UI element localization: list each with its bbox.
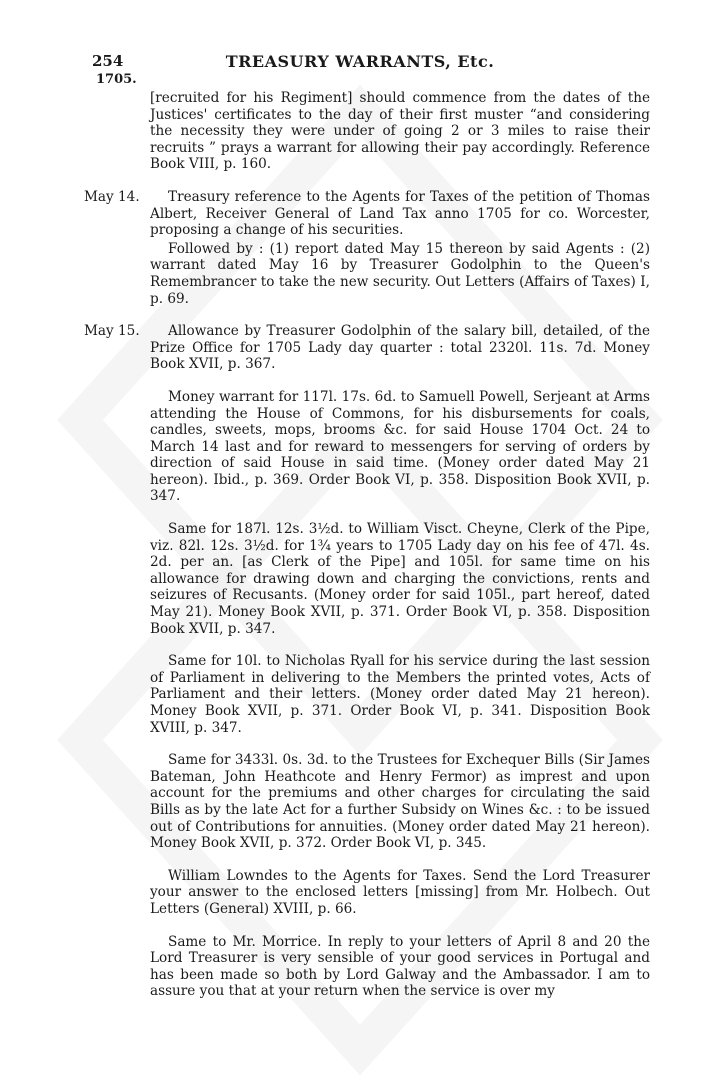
- entry-paragraph: Same for 3433l. 0s. 3d. to the Trustees for Exchequer Bills (Sir James Bateman, John Heathcote and Henry Fermor) as imprest and upon account for the premiums and other charges for circulating the said Bills as by the late Act for a further Subsidy on Wines &c. : to be issued out of Contributions for annuities. (Money order dated May 21 hereon). Money Book XVII, p. 372. Order Book VI, p. 345.: [150, 752, 650, 852]
- entry: [84, 323, 650, 373]
- entry-paragraph: Same for 10l. to Nicholas Ryall for his service during the last session of Parliament in delivering to the Members the printed votes, Acts of Parliament and their letters. (Money order dated May 21 hereon). Money Book XVII, p. 371. Order Book VI, p. 341. Disposition Book XVIII, p. 347.: [150, 653, 650, 736]
- entry: [150, 653, 650, 736]
- margin-date: May 15.: [84, 323, 140, 340]
- entry: [84, 188, 650, 307]
- entry: [150, 521, 650, 637]
- running-title: TREASURY WARRANTS, Etc.: [225, 52, 495, 71]
- entry-paragraph: Same for 187l. 12s. 3½d. to William Visct. Cheyne, Clerk of the Pipe, viz. 82l. 12s. 3½d. for 1¾ years to 1705 Lady day on his fee of 47l. 4s. 2d. per an. [as Clerk of the Pipe] and 105l. for same time on his allowance for drawing down and charging the convictions, rents and seizures of Recusants. (Money order for said 105l., part hereof, dated May 21). Money Book XVII, p. 371. Order Book VI, p. 358. Disposition Book XVII, p. 347.: [150, 521, 650, 637]
- entry-paragraph: Money warrant for 117l. 17s. 6d. to Samuell Powell, Serjeant at Arms attending the House of Commons, for his disbursements for coals, candles, sweets, mops, brooms &c. for said House 1704 Oct. 24 to March 14 last and for reward to messengers for serving of orders by direction of said House in said time. (Money order dated May 21 hereon). Ibid., p. 369. Order Book VI, p. 358. Disposition Book XVII, p. 347.: [150, 388, 650, 505]
- entry: [150, 90, 650, 173]
- entry-paragraph: Treasury reference to the Agents for Taxes of the petition of Thomas Albert, Receiver General of Land Tax anno 1705 for co. Worcester, proposing a change of his securities.: [150, 188, 650, 239]
- document-body: [84, 90, 650, 1016]
- entry: [150, 752, 650, 852]
- entry: [150, 389, 650, 505]
- entry: [150, 868, 650, 918]
- entry-paragraph: William Lowndes to the Agents for Taxes. Send the Lord Treasurer your answer to the enclosed letters [missing] from Mr. Holbech. Out Letters (General) XVIII, p. 66.: [150, 867, 650, 917]
- entry-paragraph: Allowance by Treasurer Godolphin of the salary bill, detailed, of the Prize Office for 1705 Lady day quarter : total 2320l. 11s. 7d. Money Book XVII, p. 367.: [150, 323, 650, 373]
- entry-paragraph: [recruited for his Regiment] should commence from the dates of the Justices' certificates to the day of their first muster “and considering the necessity they were under of going 2 or 3 miles to raise their recruits ” prays a warrant for allowing their pay accordingly. Reference Book VIII, p. 160.: [150, 90, 650, 173]
- entry-paragraph: Same to Mr. Morrice. In reply to your letters of April 8 and 20 the Lord Treasurer is very sensible of your good services in Portugal and has been made so both by Lord Galway and the Ambassador. I am to assure you that at your return when the service is over my: [150, 933, 650, 1000]
- entry: [150, 934, 650, 1000]
- entry-paragraph: Followed by : (1) report dated May 15 thereon by said Agents : (2) warrant dated May 16 by Treasurer Godolphin to the Queen's Remembrancer to take the new security. Out Letters (Affairs of Taxes) I, p. 69.: [150, 240, 650, 307]
- page-number: 254: [92, 52, 124, 70]
- margin-date: May 14.: [84, 188, 140, 205]
- margin-year: 1705.: [96, 72, 137, 87]
